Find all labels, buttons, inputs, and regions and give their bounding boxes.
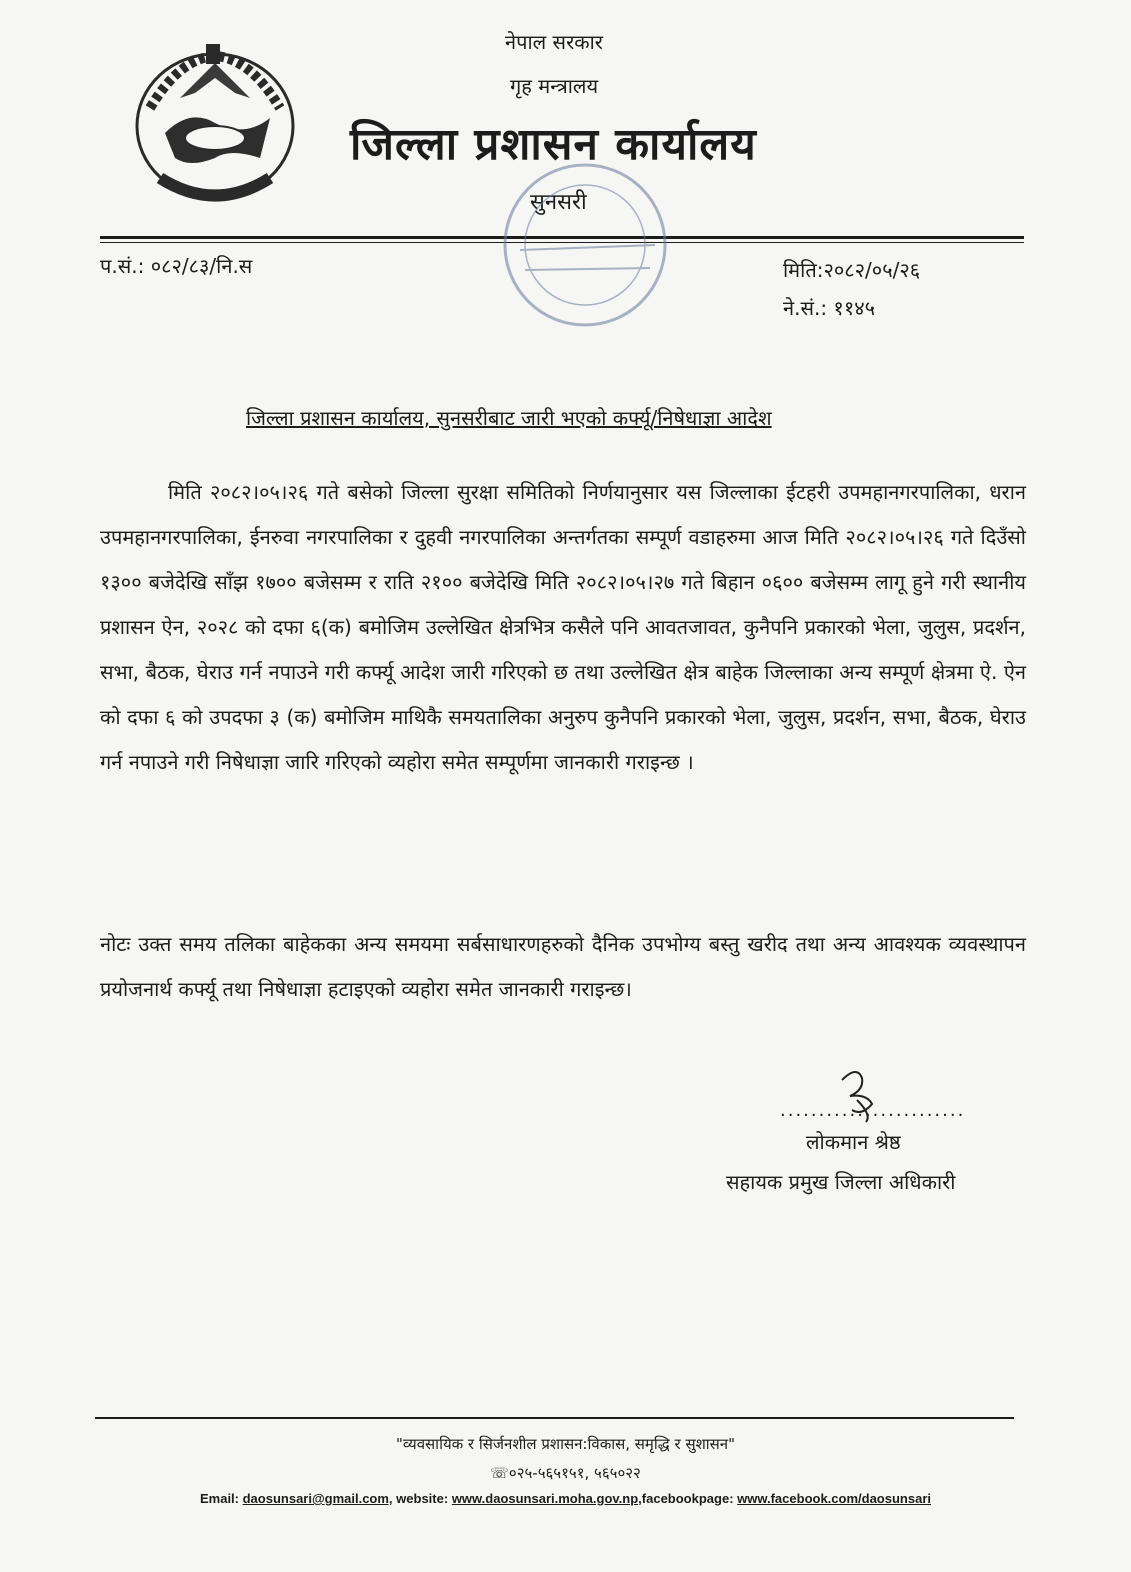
- nepal-samvat-year: ने.सं.: ११४५: [783, 296, 876, 320]
- office-title: जिल्ला प्रशासन कार्यालय: [350, 119, 757, 170]
- facebook-label: facebookpage:: [641, 1491, 738, 1506]
- website-link[interactable]: www.daosunsari.moha.gov.np,: [451, 1491, 642, 1506]
- letter-date: मिति:२०८२/०५/२६: [783, 258, 921, 282]
- government-name: नेपाल सरकार: [505, 30, 603, 54]
- signature-line: ........................: [780, 1100, 966, 1121]
- nepal-emblem-icon: [120, 38, 310, 208]
- signer-title: सहायक प्रमुख जिल्ला अधिकारी: [726, 1170, 956, 1194]
- phone-numbers: ☏०२५-५६५१५१, ५६५०२२: [490, 1464, 641, 1482]
- facebook-link[interactable]: www.facebook.com/daosunsari: [737, 1491, 931, 1506]
- letter-subject: जिल्ला प्रशासन कार्यालय, सुनसरीबाट जारी भएको कर्फ्यू/निषेधाज्ञा आदेश: [246, 406, 772, 430]
- district-name: सुनसरी: [530, 190, 587, 215]
- email-label: Email:: [199, 1491, 243, 1506]
- ministry-name: गृह मन्त्रालय: [510, 74, 599, 98]
- reference-number: प.सं.: ०८२/८३/नि.स: [100, 254, 253, 278]
- email-link[interactable]: daosunsari@gmail.com,: [242, 1491, 393, 1506]
- office-motto: "व्यवसायिक र सिर्जनशील प्रशासन:विकास, समृद्धि र सुशासन": [395, 1435, 736, 1453]
- website-label: website:: [392, 1491, 452, 1506]
- footer-divider: [95, 1417, 1014, 1419]
- office-stamp-icon: [490, 150, 680, 340]
- contact-line: [0, 1491, 1131, 1506]
- letter-body: मिति २०८२।०५।२६ गते बसेको जिल्ला सुरक्षा समितिको निर्णयानुसार यस जिल्लाका ईटहरी उपमहानगरपालिका, धरान उपमहानगरपालिका, ईनरुवा नगरपालिका र दुहवी नगरपालिका अन्तर्गतका सम्पूर्ण वडाहरुमा आज मिति २०८२।०५।२६ गते दिउँसो १३०० बजेदेखि साँझ १७०० बजेसम्म र राति २१०० बजेदेखि मिति २०८२।०५।२७ गते बिहान ०६०० बजेसम्म लागू हुने गरी स्थानीय प्रशासन ऐन, २०२८ को दफा ६(क) बमोजिम उल्लेखित क्षेत्रभित्र कसैले पनि आवतजावत, कुनैपनि प्रकारको भेला, जुलुस, प्रदर्शन, सभा, बैठक, घेराउ गर्न नपाउने गरी कर्फ्यू आदेश जारी गरिएको छ तथा उल्लेखित क्षेत्र बाहेक जिल्लाका अन्य सम्पूर्ण क्षेत्रमा ऐ. ऐन को दफा ६ को उपदफा ३ (क) बमोजिम माथिकै समयतालिका अनुरुप कुनैपनि प्रकारको भेला, जुलुस, प्रदर्शन, सभा, बैठक, घेराउ गर्न नपाउने गरी निषेधाज्ञा जारि गरिएको व्यहोरा समेत सम्पूर्णमा जानकारी गराइन्छ ।: [100, 480, 1026, 774]
- signer-name: लोकमान श्रेष्ठ: [806, 1130, 901, 1154]
- letter-note: नोटः उक्त समय तलिका बाहेकका अन्य समयमा सर्बसाधारणहरुको दैनिक उपभोग्य बस्तु खरीद तथा अन्य आवश्यक व्यवस्थापन प्रयोजनार्थ कर्फ्यू तथा निषेधाज्ञा हटाइएको व्यहोरा समेत जानकारी गराइन्छ।: [100, 932, 1026, 1001]
